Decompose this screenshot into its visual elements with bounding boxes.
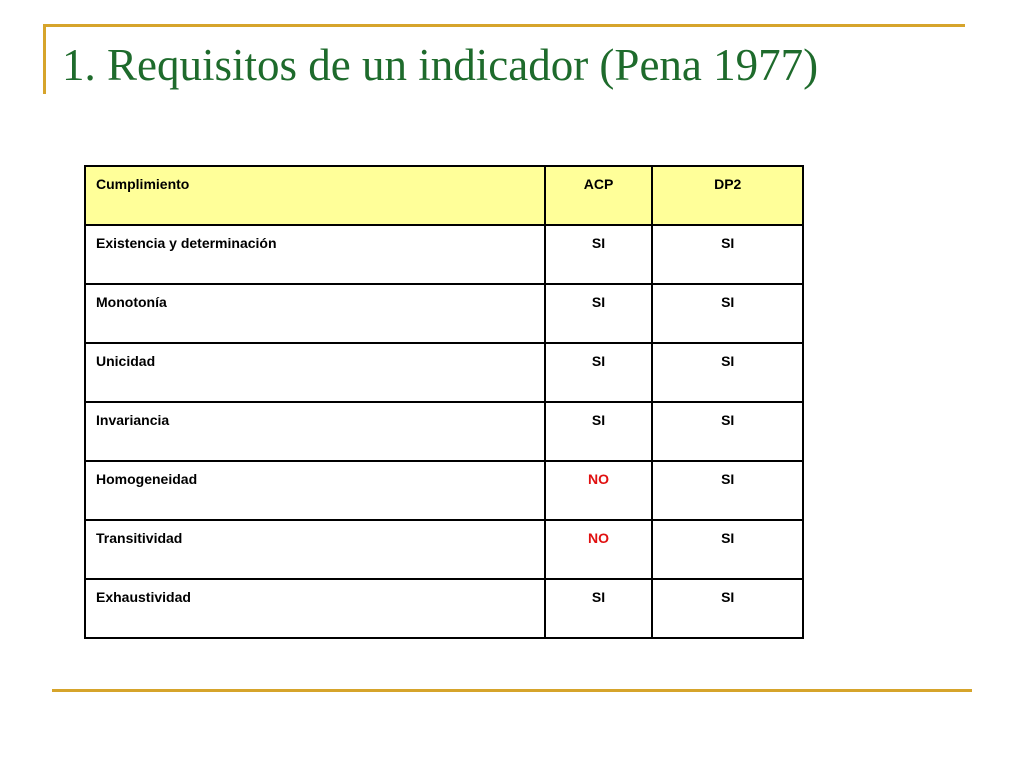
table-row [85, 225, 803, 284]
row-acp: SI [545, 225, 653, 284]
row-acp: SI [545, 402, 653, 461]
row-dp2: SI [652, 402, 803, 461]
row-name: Transitividad [85, 520, 545, 579]
row-name: Existencia y determinación [85, 225, 545, 284]
slide-title: 1. Requisitos de un indicador (Pena 1977) [62, 40, 819, 90]
header-dp2: DP2 [652, 166, 803, 225]
table-row [85, 520, 803, 579]
table-row [85, 402, 803, 461]
row-name: Invariancia [85, 402, 545, 461]
table-row [85, 461, 803, 520]
requirements-table [84, 165, 804, 639]
row-name: Monotonía [85, 284, 545, 343]
row-name: Unicidad [85, 343, 545, 402]
row-dp2: SI [652, 579, 803, 638]
row-dp2: SI [652, 461, 803, 520]
table-row [85, 284, 803, 343]
header-cumplimiento: Cumplimiento [85, 166, 545, 225]
table-header-row [85, 166, 803, 225]
row-acp: SI [545, 284, 653, 343]
frame-top-line [43, 24, 965, 27]
header-acp: ACP [545, 166, 653, 225]
row-acp: NO [545, 461, 653, 520]
row-dp2: SI [652, 284, 803, 343]
row-name: Exhaustividad [85, 579, 545, 638]
frame-left-line [43, 24, 46, 94]
row-dp2: SI [652, 343, 803, 402]
row-acp: SI [545, 579, 653, 638]
row-acp: SI [545, 343, 653, 402]
table-row [85, 579, 803, 638]
row-dp2: SI [652, 520, 803, 579]
row-dp2: SI [652, 225, 803, 284]
row-name: Homogeneidad [85, 461, 545, 520]
row-acp: NO [545, 520, 653, 579]
frame-bottom-line [52, 689, 972, 692]
table-row [85, 343, 803, 402]
